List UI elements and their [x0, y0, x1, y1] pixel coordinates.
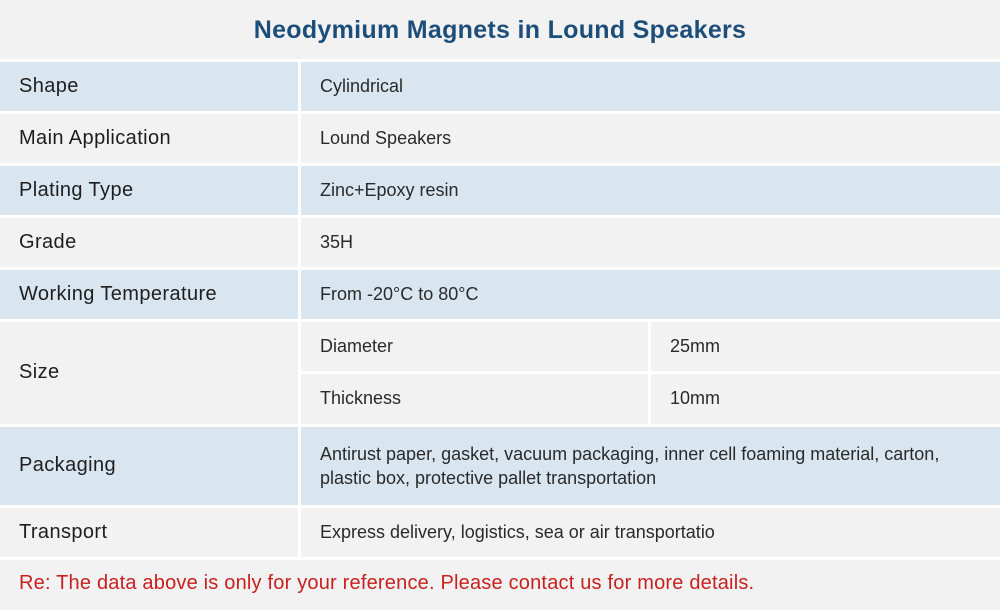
column-divider [298, 60, 301, 558]
table-row-working-temperature [0, 268, 1000, 320]
row-value: Zinc+Epoxy resin [320, 180, 459, 200]
divider [0, 319, 1000, 322]
row-label: Working Temperature [19, 282, 218, 305]
footnote: Re: The data above is only for your reference. Please contact us for more details. [19, 571, 755, 594]
size-thickness-value: 10mm [670, 388, 721, 408]
divider [0, 267, 1000, 270]
size-thickness-label: Thickness [320, 388, 402, 408]
row-label: Transport [19, 520, 108, 543]
row-label: Size [19, 361, 60, 383]
divider [0, 215, 1000, 218]
row-value: From -20°C to 80°C [320, 284, 479, 304]
row-value: Express delivery, logistics, sea or air transportatio [320, 522, 715, 542]
table-row-packaging [0, 425, 1000, 506]
row-label: Shape [19, 74, 79, 97]
table-row-transport [0, 506, 1000, 558]
size-diameter-value: 25mm [670, 335, 721, 356]
row-label: Grade [19, 230, 77, 253]
page-title: Neodymium Magnets in Lound Speakers [253, 15, 747, 44]
size-diameter-label: Diameter [320, 335, 394, 356]
table-row-main-application [0, 112, 1000, 164]
row-value: Lound Speakers [320, 128, 452, 148]
row-label: Packaging [19, 454, 116, 476]
row-label: Main Application [19, 126, 172, 149]
divider [0, 163, 1000, 166]
divider [0, 111, 1000, 114]
row-value: Cylindrical [320, 76, 404, 96]
table-row-plating-type [0, 164, 1000, 216]
divider [0, 59, 1000, 62]
divider [0, 424, 1000, 427]
row-value: 35H [320, 232, 354, 252]
row-label: Plating Type [19, 178, 134, 201]
column-divider [648, 320, 651, 425]
table-row-shape [0, 60, 1000, 112]
table-row-grade [0, 216, 1000, 268]
row-value: Antirust paper, gasket, vacuum packaging, inner cell foaming material, carton, plastic box, protective pallet transportation [320, 443, 940, 488]
divider [0, 505, 1000, 508]
